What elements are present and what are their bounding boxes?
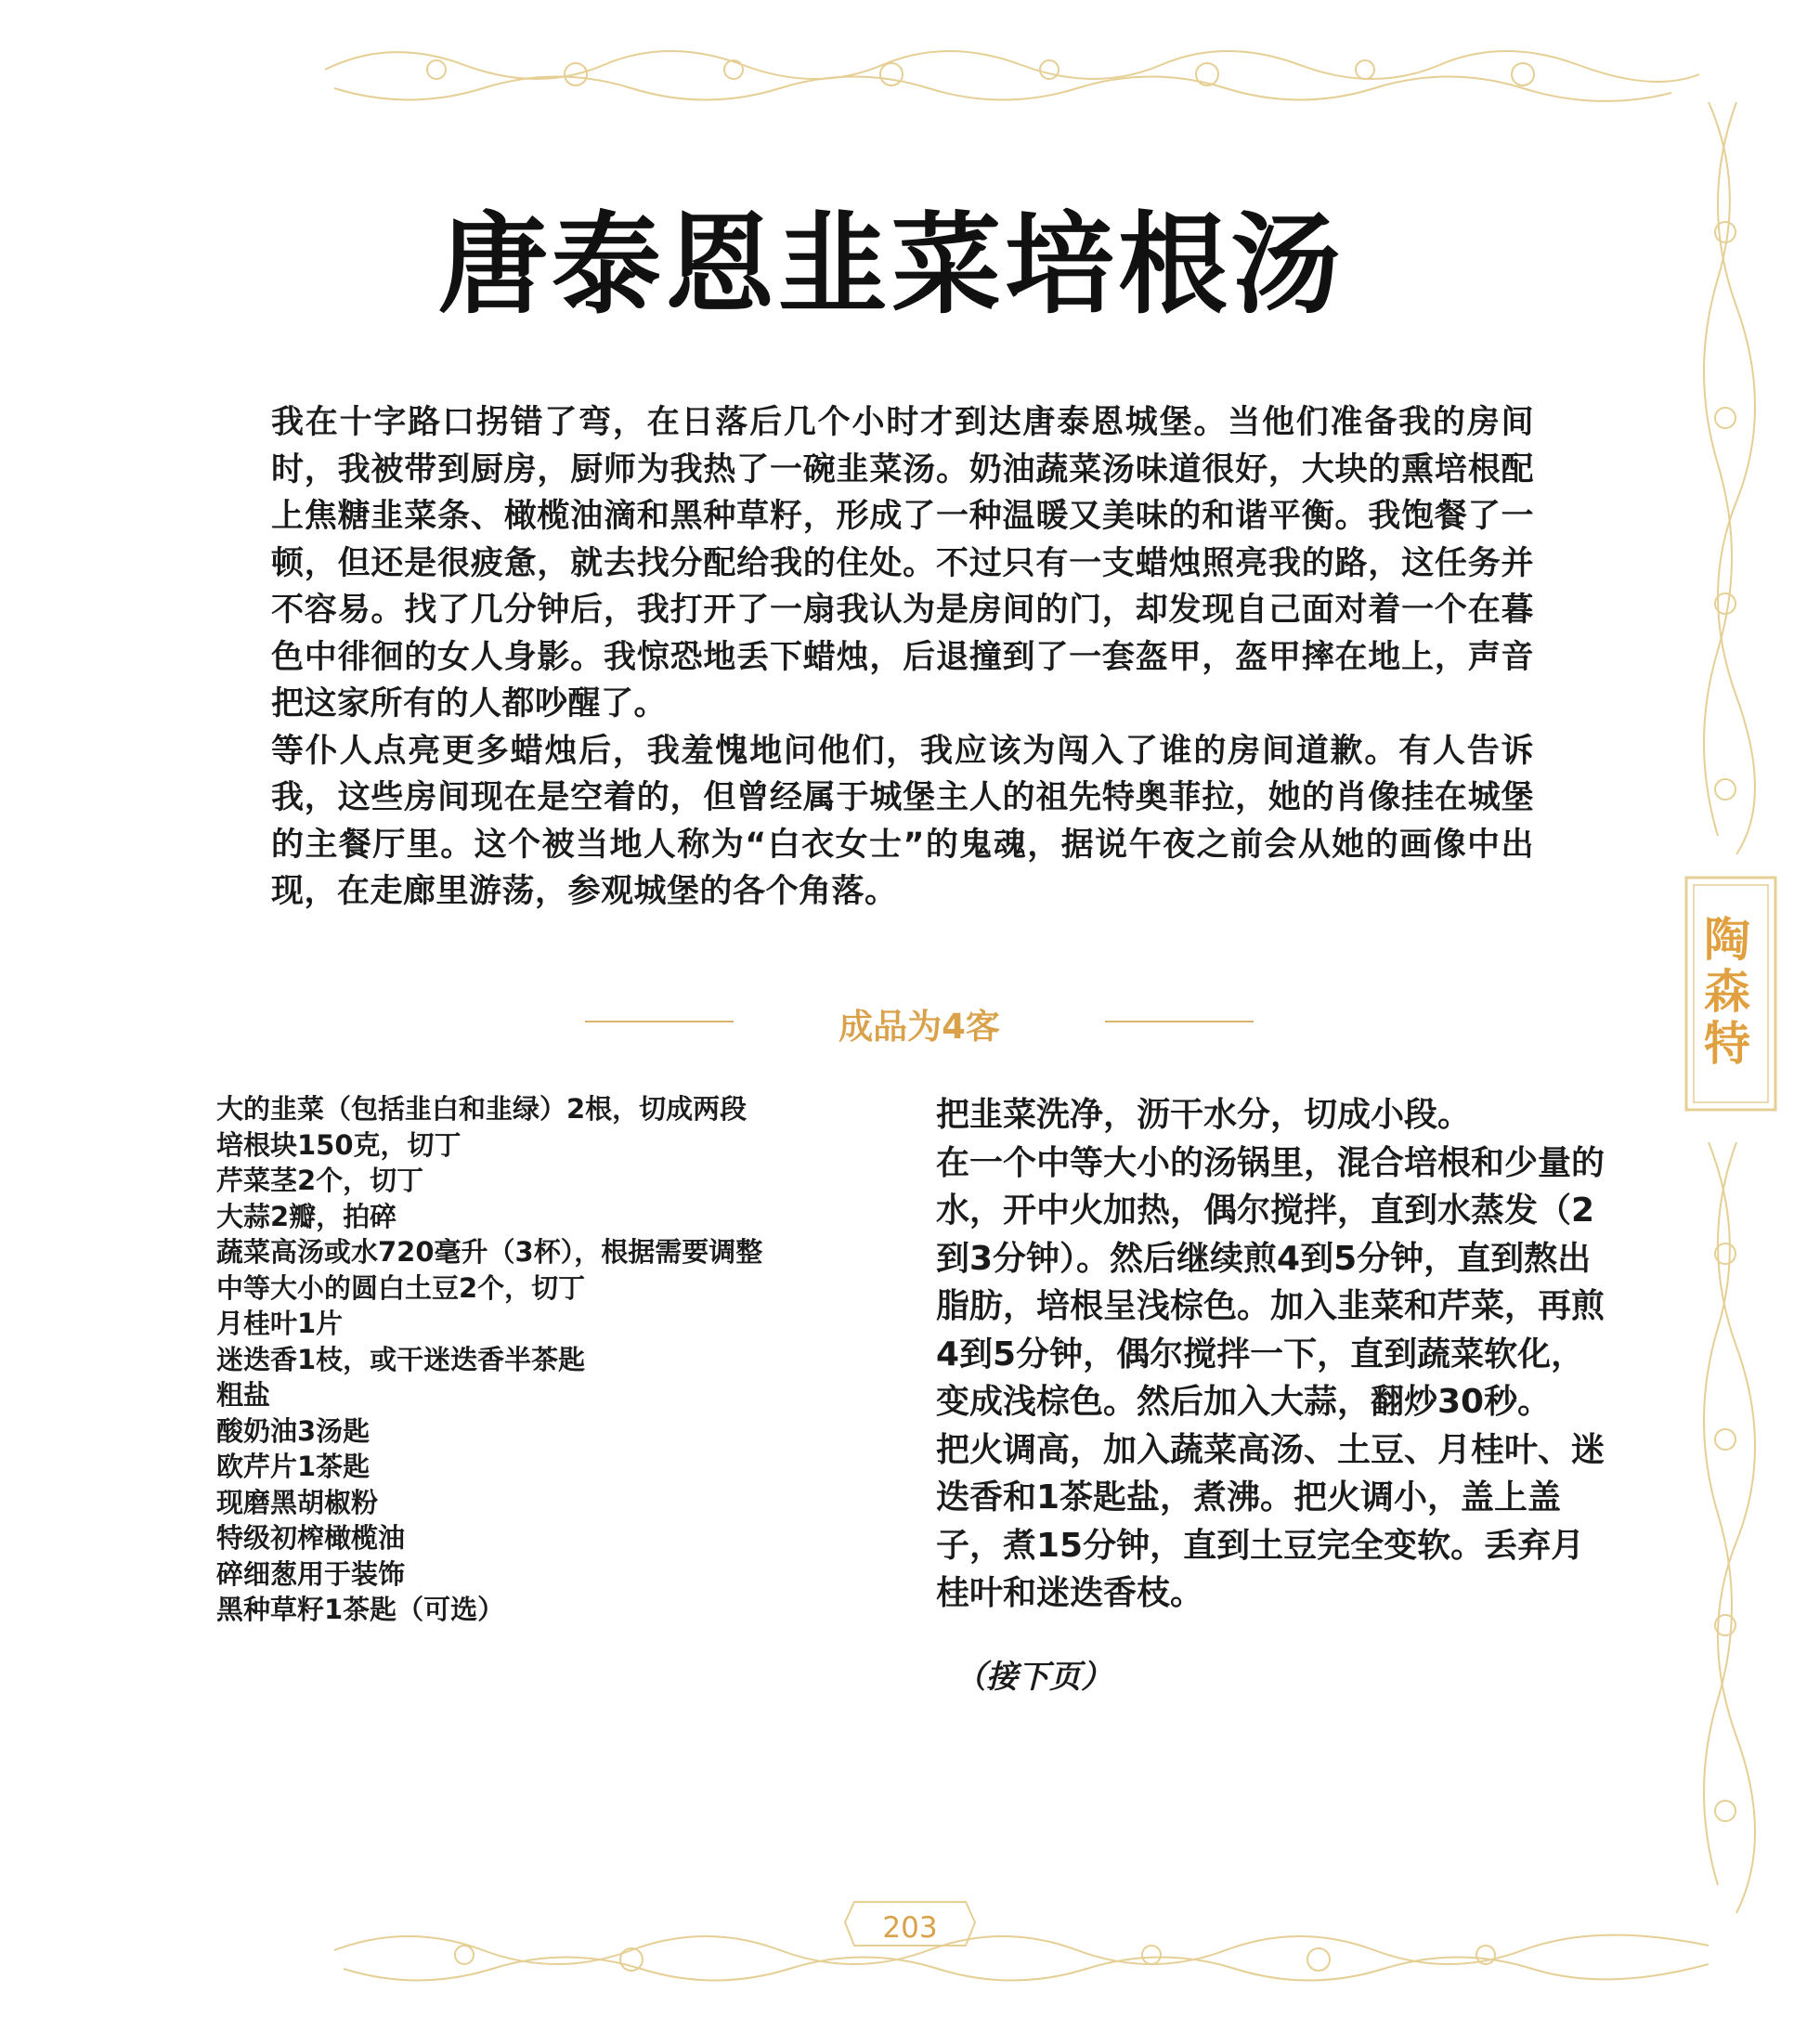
ingredient-item: 特级初榨橄榄油 <box>216 1522 406 1554</box>
ingredient-item: 迷迭香1枝，或干迷迭香半茶匙 <box>216 1343 586 1375</box>
ingredient-item: 中等大小的圆白土豆2个，切丁 <box>216 1271 586 1304</box>
ingredient-item: 酸奶油3汤匙 <box>216 1414 370 1447</box>
ingredient-item: 月桂叶1片 <box>216 1308 344 1339</box>
intro-text <box>271 399 1534 916</box>
ingredient-item: 欧芹片1茶匙 <box>216 1451 370 1482</box>
continued-note: （接下页） <box>955 1659 1112 1696</box>
page-title: 唐泰恩韭菜培根汤 <box>437 201 1345 329</box>
ingredient-item: 粗盐 <box>216 1379 271 1411</box>
ingredient-list <box>216 1091 866 1628</box>
ingredient-item: 大的韭菜（包括韭白和韭绿）2根，切成两段 <box>216 1093 748 1125</box>
serving-size: 成品为4客 <box>838 1007 1000 1047</box>
method-steps <box>936 1091 1605 1618</box>
side-tab-label: 陶森特 <box>1696 915 1750 1071</box>
ingredient-item: 黑种草籽1茶匙（可选） <box>216 1594 505 1625</box>
ingredient-item: 现磨黑胡椒粉 <box>216 1486 379 1518</box>
method-step: 把火调高，加入蔬菜高汤、土豆、月桂叶、迷迭香和1茶匙盐，煮沸。把火调小，盖上盖子，煮15分钟，直到土豆完全变软。丢弃月桂叶和迷迭香枝。 <box>936 1430 1606 1612</box>
intro-paragraph: 等仆人点亮更多蜡烛后，我羞愧地问他们，我应该为闯入了谁的房间道歉。有人告诉我，这些房间现在是空着的，但曾经属于城堡主人的祖先特奥菲拉，她的肖像挂在城堡的主餐厅里。这个被当地人称为“白衣女士”的鬼魂，据说午夜之前会从她的画像中出现，在走廊里游荡，参观城堡的各个角落。 <box>271 732 1534 910</box>
ingredient-item: 蔬菜高汤或水720毫升（3杯），根据需要调整 <box>216 1236 763 1268</box>
method-step: 在一个中等大小的汤锅里，混合培根和少量的水，开中火加热，偶尔搅拌，直到水蒸发（2到3分钟）。然后继续煎4到5分钟，直到熬出脂肪，培根呈浅棕色。加入韭菜和芹菜，再煎4到5分钟，偶尔搅拌一下，直到蔬菜软化，变成浅棕色。然后加入大蒜，翻炒30秒。 <box>936 1143 1606 1421</box>
intro-paragraph: 我在十字路口拐错了弯，在日落后几个小时才到达唐泰恩城堡。当他们准备我的房间时，我被带到厨房，厨师为我热了一碗韭菜汤。奶油蔬菜汤味道很好，大块的熏培根配上焦糖韭菜条、橄榄油滴和黑种草籽，形成了一种温暖又美味的和谐平衡。我饱餐了一顿，但还是很疲惫，就去找分配给我的住处。不过只有一支蜡烛照亮我的路，这任务并不容易。找了几分钟后，我打开了一扇我认为是房间的门，却发现自己面对着一个在暮色中徘徊的女人身影。我惊恐地丢下蜡烛，后退撞到了一套盔甲，盔甲摔在地上，声音把这家所有的人都吵醒了。 <box>271 404 1534 723</box>
page-number: 203 <box>882 1911 938 1945</box>
ingredient-item: 培根块150克，切丁 <box>216 1128 462 1161</box>
ingredient-item: 碎细葱用于装饰 <box>216 1557 406 1590</box>
divider-line-right <box>1105 1021 1254 1022</box>
ingredient-item: 芹菜茎2个，切丁 <box>216 1165 424 1196</box>
ingredient-item: 大蒜2瓣，拍碎 <box>216 1200 397 1232</box>
serving-divider <box>585 998 1254 1045</box>
method-step: 把韭菜洗净，沥干水分，切成小段。 <box>936 1096 1472 1134</box>
